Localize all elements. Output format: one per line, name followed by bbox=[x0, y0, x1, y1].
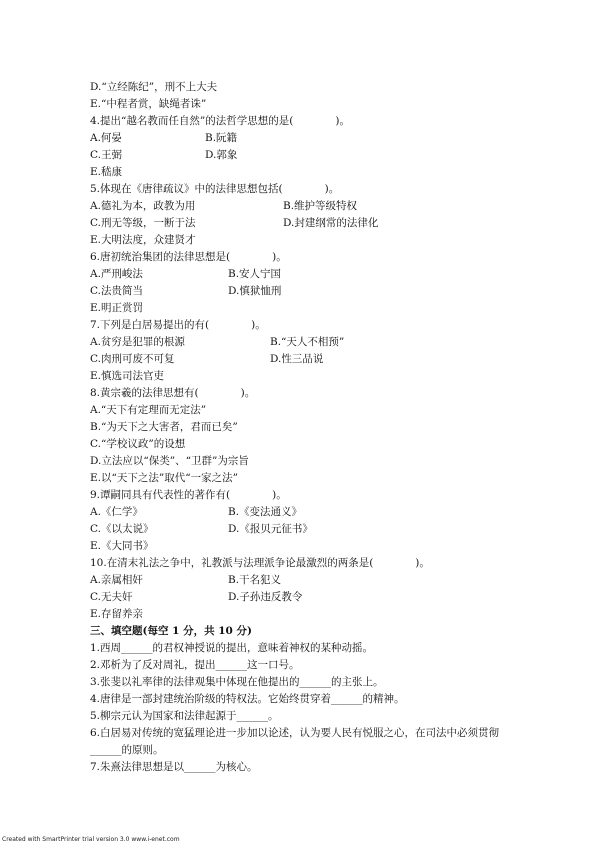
fill-blank-line: 3.张斐以礼率律的法律观集中体现在他提出的______的主张上。 bbox=[90, 676, 384, 688]
fill-blank-line: ______的原则。 bbox=[90, 744, 164, 756]
option-line: A.严刑峻法 bbox=[90, 268, 143, 280]
option-line: C.刑无等级，一断于法 bbox=[90, 217, 196, 229]
option-line: E.“中程者赏，缺绳者诛” bbox=[90, 98, 207, 110]
option-line: A.何晏 bbox=[90, 132, 122, 144]
option-line: C.《以太说》 bbox=[90, 523, 154, 535]
fill-blank-line: 2.邓析为了反对周礼，提出______这一口号。 bbox=[90, 659, 300, 671]
option-line: B.干名犯义 bbox=[228, 574, 282, 586]
option-line: D.封建纲常的法律化 bbox=[283, 217, 379, 229]
question-line: 4.提出“越名教而任自然”的法哲学思想的是( )。 bbox=[90, 115, 350, 127]
fill-blank-line: 5.柳宗元认为国家和法律起源于______。 bbox=[90, 710, 279, 722]
option-line: D.《报贝元征书》 bbox=[228, 523, 313, 535]
option-line: A.亲属相奸 bbox=[90, 574, 143, 586]
option-line: A.贫穷是犯罪的根源 bbox=[90, 336, 185, 348]
question-line: 8.黄宗羲的法律思想有( )。 bbox=[90, 387, 256, 399]
option-line: D.立法应以“保类”、“卫群”为宗旨 bbox=[90, 455, 249, 467]
option-line: B.阮籍 bbox=[205, 132, 238, 144]
option-line: E.大明法度，众建贤才 bbox=[90, 234, 196, 246]
option-line: B.“天人不相预” bbox=[270, 336, 345, 348]
option-line: E.存留养亲 bbox=[90, 608, 144, 620]
fill-blank-line: 1.西周______的君权神授说的提出，意味着神权的某种动摇。 bbox=[90, 642, 374, 654]
option-line: D.慎狱恤刑 bbox=[228, 285, 282, 297]
fill-blank-line: 7.朱熹法律思想是以______为核心。 bbox=[90, 761, 258, 773]
option-line: D.子孙违反教令 bbox=[228, 591, 303, 603]
fill-blank-line: 6.白居易对传统的宽猛理论进一步加以论述，认为要人民有悦服之心，在司法中必须贯彻 bbox=[90, 727, 500, 739]
option-line: C.肉刑可废不可复 bbox=[90, 353, 175, 365]
question-line: 9.谭嗣同具有代表性的著作有( )。 bbox=[90, 489, 287, 501]
option-line: D.郭象 bbox=[205, 149, 238, 161]
fill-blank-line: 4.唐律是一部封建统治阶级的特权法。它始终贯穿着______的精神。 bbox=[90, 693, 405, 705]
option-line: A.“天下有定理而无定法” bbox=[90, 404, 207, 416]
option-line: A.德礼为本，政教为用 bbox=[90, 200, 196, 212]
option-line: B.安人宁国 bbox=[228, 268, 282, 280]
option-line: E.以“天下之法”取代“一家之法” bbox=[90, 472, 238, 484]
option-line: B.《变法通义》 bbox=[228, 506, 303, 518]
option-line: C.“学校议政”的设想 bbox=[90, 438, 186, 450]
option-line: C.法贵简当 bbox=[90, 285, 143, 297]
question-line: 6.唐初统治集团的法律思想是( )。 bbox=[90, 251, 287, 263]
section-heading: 三、填空题(每空 1 分，共 10 分) bbox=[90, 625, 252, 637]
option-line: C.无夫奸 bbox=[90, 591, 133, 603]
option-line: E.慎选司法官吏 bbox=[90, 370, 165, 382]
option-line: D.“立经陈纪”，刑不上大夫 bbox=[90, 81, 218, 93]
option-line: D.性三品说 bbox=[270, 353, 324, 365]
option-line: B.“为天下之大害者，君而已矣” bbox=[90, 421, 238, 433]
question-line: 10.在清末礼法之争中，礼教派与法理派争论最激烈的两条是( )。 bbox=[90, 557, 430, 569]
option-line: B.维护等级特权 bbox=[283, 200, 358, 212]
question-line: 5.体现在《唐律疏议》中的法律思想包括( )。 bbox=[90, 183, 340, 195]
footer-watermark-text: Created with SmartPrinter trial version 3.0 www.i-enet.com bbox=[2, 836, 180, 843]
option-line: C.王弼 bbox=[90, 149, 122, 161]
option-line: A.《仁学》 bbox=[90, 506, 143, 518]
option-line: E.《大同书》 bbox=[90, 540, 154, 552]
question-line: 7.下列是白居易提出的有( )。 bbox=[90, 319, 266, 331]
option-line: E.嵇康 bbox=[90, 166, 123, 178]
option-line: E.明正赏罚 bbox=[90, 302, 144, 314]
